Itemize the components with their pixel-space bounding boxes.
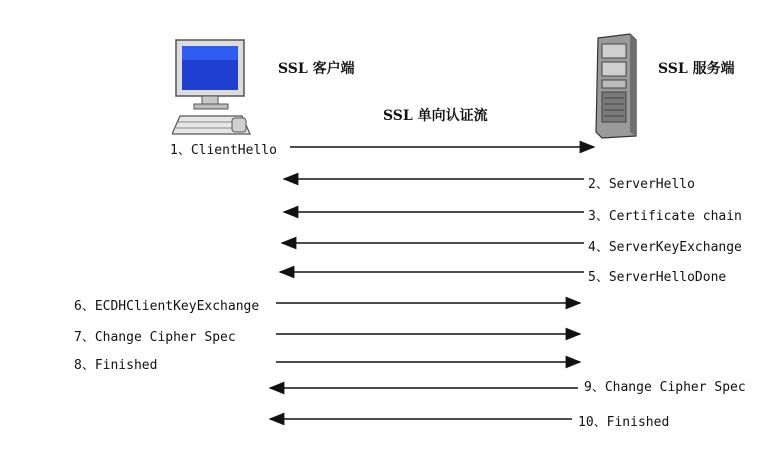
- server-label: SSL 服务端: [658, 61, 735, 77]
- step-3-label: 3、Certificate chain: [588, 209, 742, 224]
- step-9-label: 9、Change Cipher Spec: [584, 380, 746, 395]
- step-4-label: 4、ServerKeyExchange: [588, 240, 742, 255]
- client-label: SSL 客户端: [278, 61, 355, 77]
- step-10-label: 10、Finished: [578, 415, 670, 430]
- step-6-label: 6、ECDHClientKeyExchange: [74, 299, 260, 314]
- step-7-label: 7、Change Cipher Spec: [74, 330, 236, 345]
- step-2-label: 2、ServerHello: [588, 177, 695, 192]
- step-1-label: 1、ClientHello: [170, 143, 277, 158]
- step-5-label: 5、ServerHelloDone: [588, 270, 727, 285]
- step-8-label: 8、Finished: [74, 358, 158, 373]
- flow-title: SSL 单向认证流: [383, 108, 488, 124]
